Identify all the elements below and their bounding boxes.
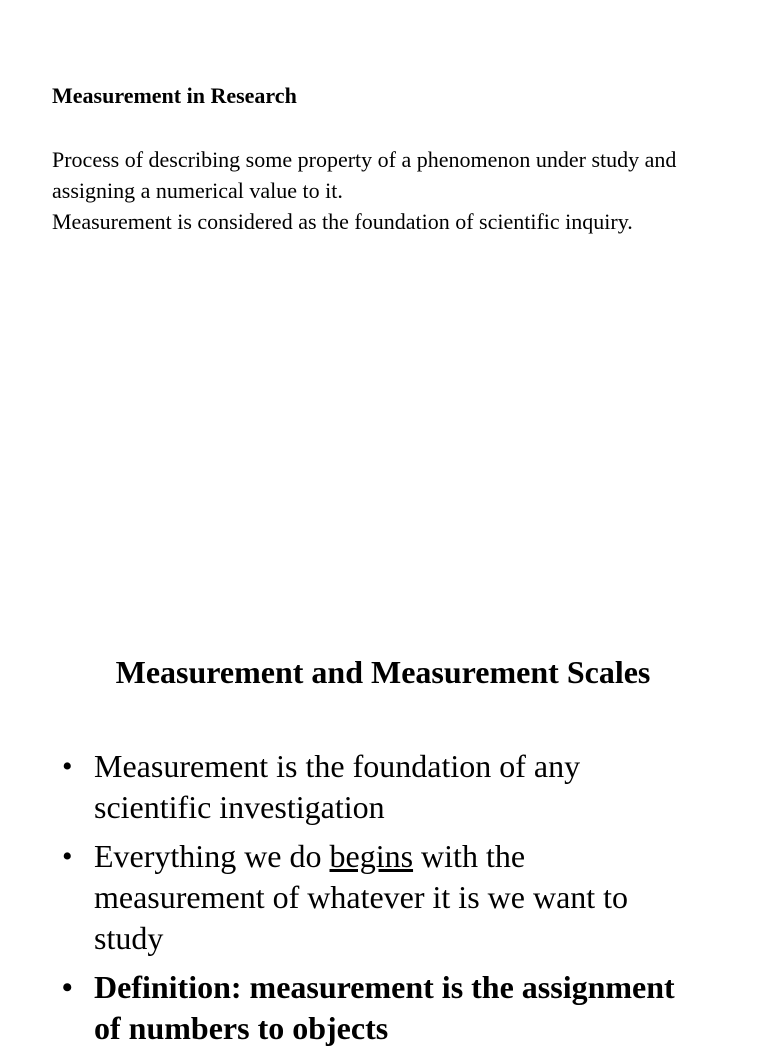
intro-paragraph: Process of describing some property of a phenomenon under study and assigning a numerical value to it. bbox=[52, 147, 677, 203]
bullet-icon: • bbox=[62, 750, 73, 783]
bullet-item bbox=[62, 746, 702, 828]
bullet-list bbox=[62, 746, 702, 1057]
section-heading: Measurement in Research bbox=[52, 83, 297, 108]
bullet-icon: • bbox=[62, 971, 73, 1004]
intro-paragraph: Measurement is considered as the foundation of scientific inquiry. bbox=[52, 209, 633, 234]
bullet-text: Measurement is the foundation of any scientific investigation bbox=[94, 748, 581, 825]
bullet-text-after: with the measurement of whatever it is we want to study bbox=[94, 838, 629, 956]
bullet-item bbox=[62, 836, 702, 959]
slide-title: Measurement and Measurement Scales bbox=[115, 654, 651, 690]
underlined-word: begins bbox=[329, 838, 414, 874]
bullet-text-before: Everything we do bbox=[94, 838, 330, 874]
bullet-item bbox=[62, 967, 702, 1049]
bullet-icon: • bbox=[62, 840, 73, 873]
bullet-definition-text: Definition: measurement is the assignment of numbers to objects bbox=[94, 969, 675, 1046]
intro-text bbox=[52, 144, 712, 237]
